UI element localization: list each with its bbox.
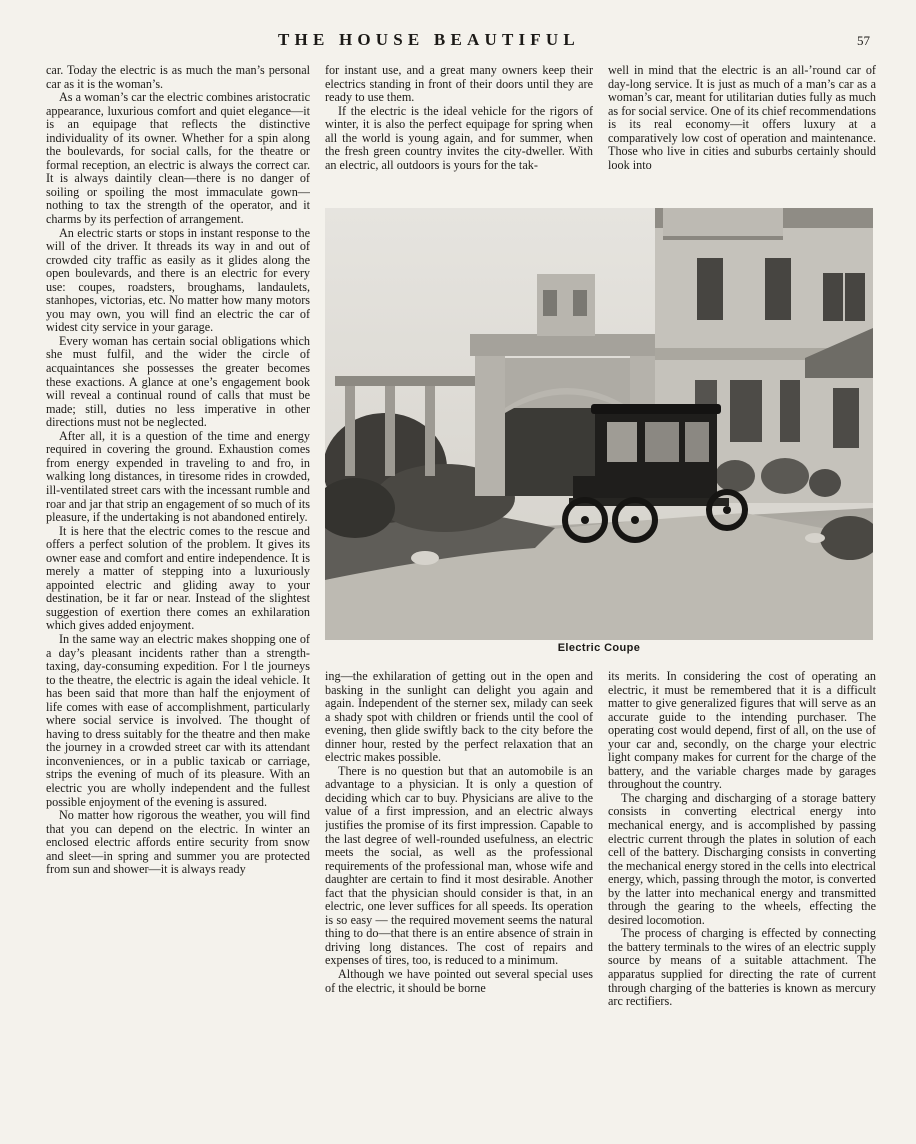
paragraph: The charging and discharging of a storage battery consists in converting electrical energy into mechanical energy, and is accomplished by passing electric current through the plates in solution of each cell of the battery. Discharging consists in converting the mechanical energy stored in the cells into electrical energy, which, passing through the motor, is converted by the latter into mechanical energy and transmitted through the gearing to the wheels, effecting the desired locomotion. xyxy=(608,790,876,927)
paragraph: An electric starts or stops in instant response to the will of the driver. It threads its way in and out of crowded city traffic as easily as it glides along the open boulevards, and there is an electric for every use: coupes, roadsters, broughams, landaulets, stanhopes, victorias, etc. No matter how many motors you may own, you will find an electric the car of widest city service in your garage. xyxy=(46,225,310,335)
paragraph: It is here that the electric comes to the rescue and offers a perfect solution of the problem. It gives its owner ease and comfort and entire independence. It is merely a matter of stepping into a luxuriously appointed electric and gliding away to your destination, be it far or near. Instead of the slightest suggestion of exertion there comes an exhilaration which gives added enjoyment. xyxy=(46,523,310,633)
electric-coupe-photo xyxy=(325,208,873,640)
column-middle-top xyxy=(325,64,593,192)
paragraph: There is no question but that an automobile is an advantage to a physician. It is only a question of deciding which car to buy. Physicians are alive to the value of a first impression, and an electric always justifies the promise of its first impression. Capable to the last degree of well-rounded usefulness, an electric meets the social, as well as the professional requirements of the professional man, whose wife and daughter are certain to find it most desirable. Another fact that the physician should consider is that, in an electric, one lever suffices for all speeds. Its operation is so easy — the required movement seems the natural thing to do—that there is an entire absence of strain in driving long distances. The cost of repairs and expenses of tires, too, is reduced to a minimum. xyxy=(325,763,593,968)
paragraph: ing—the exhilaration of getting out in the open and basking in the sunlight can delight you again and again. Independent of the sterner sex, milady can seek a shady spot with children or friends until the cool of evening, then glide swiftly back to the city before the dinner hour, rested by the perfect relaxation that an electric makes possible. xyxy=(325,670,593,765)
paragraph: car. Today the electric is as much the man’s personal car as it is the woman’s. xyxy=(46,64,310,91)
paragraph: Although we have pointed out several special uses of the electric, it should be borne xyxy=(325,967,593,995)
column-left xyxy=(46,64,310,1096)
paragraph: If the electric is the ideal vehicle for the rigors of winter, it is also the perfect equipage for spring when all the world is young again, and for summer, when the fresh green country invites the city-dweller. With an electric, all outdoors is yours for the tak- xyxy=(325,103,593,172)
column-right-top xyxy=(608,64,876,192)
paragraph: After all, it is a question of the time and energy required in covering the ground. Exhaustion comes from energy expended in traveling to and fro, in walking long distances, in tiresome rides in crowded, ill-ventilated street cars with the incessant rumble and roar and jar that strip an engagement of so much of its pleasure, if the undertaking is not abandoned entirely. xyxy=(46,428,310,525)
column-middle-bottom xyxy=(325,670,593,1096)
paragraph: No matter how rigorous the weather, you will find that you can depend on the electric. In winter an enclosed electric affords entire security from snow and sleet—in spring and summer you are protected from sun and shower—it is always ready xyxy=(46,808,310,877)
page-number: 57 xyxy=(857,33,870,48)
paragraph: well in mind that the electric is an all-’round car of day-long service. It is just as much of a man’s car as a woman’s car, meant for utilitarian duties fully as much as for social service. One of its chief recommendations is its real economy—it offers luxury at a comparatively low cost of operation and maintenance. Those who live in cities and suburbs certainly should look into xyxy=(608,64,876,172)
paragraph: The process of charging is effected by connecting the battery terminals to the wires of an electric supply source by means of a suitable attachment. The apparatus supplied for directing the rate of current through charging of the batteries is known as mercury arc rectifiers. xyxy=(608,926,876,1009)
photo-caption: Electric Coupe xyxy=(557,642,641,654)
paragraph: As a woman’s car the electric combines aristocratic appearance, luxurious comfort and quiet elegance—it is an equipage that reflects the distinctive individuality of its owner. Whether for a spin along the boulevards, for social calls, for the theatre or formal reception, an electric is always the correct car. It is always daintily clean—there is no danger of soiling or spoiling the most immaculate gown—nothing to tax the strength of the operator, and it charms by its perfection of arrangement. xyxy=(46,90,310,227)
column-right-bottom xyxy=(608,670,876,1096)
paragraph: In the same way an electric makes shopping one of a day’s pleasant incidents rather than a strength-taxing, day-consuming expedition. For l tle journeys to the theatre, the electric is again the ideal vehicle. It has been said that more than half the enjoyment of life comes with ease of accomplishment, particularly where social service is involved. The thought of having to dress suitably for the theatre and then make the journey in a crowded street car with its attendant inconveniences, or in a public taxicab or carriage, strips the evening of much of its pleasure. With an electric you are wholly independent and the fullest possible enjoyment of the evening is assured. xyxy=(46,631,310,809)
running-title: THE HOUSE BEAUTIFUL xyxy=(278,30,580,49)
paragraph: Every woman has certain social obligations which she must fulfil, and the wider the circle of acquaintances she possesses the greater becomes these exactions. A glance at one’s engagement book will reveal a continual round of calls that must be made; still, duties no less imperative in other directions must not be neglected. xyxy=(46,333,310,430)
paragraph: its merits. In considering the cost of operating an electric, it must be remembered that it is a difficult matter to give generalized figures that will serve as an accurate guide to the intending purchaser. The operating cost would depend, first of all, on the use of your car and, secondly, on the charge your electric light company makes for current for the charge of the battery, and the variable charges made by garages throughout the country. xyxy=(608,670,876,792)
paragraph: for instant use, and a great many owners keep their electrics standing in front of their doors until they are ready to use them. xyxy=(325,64,593,105)
